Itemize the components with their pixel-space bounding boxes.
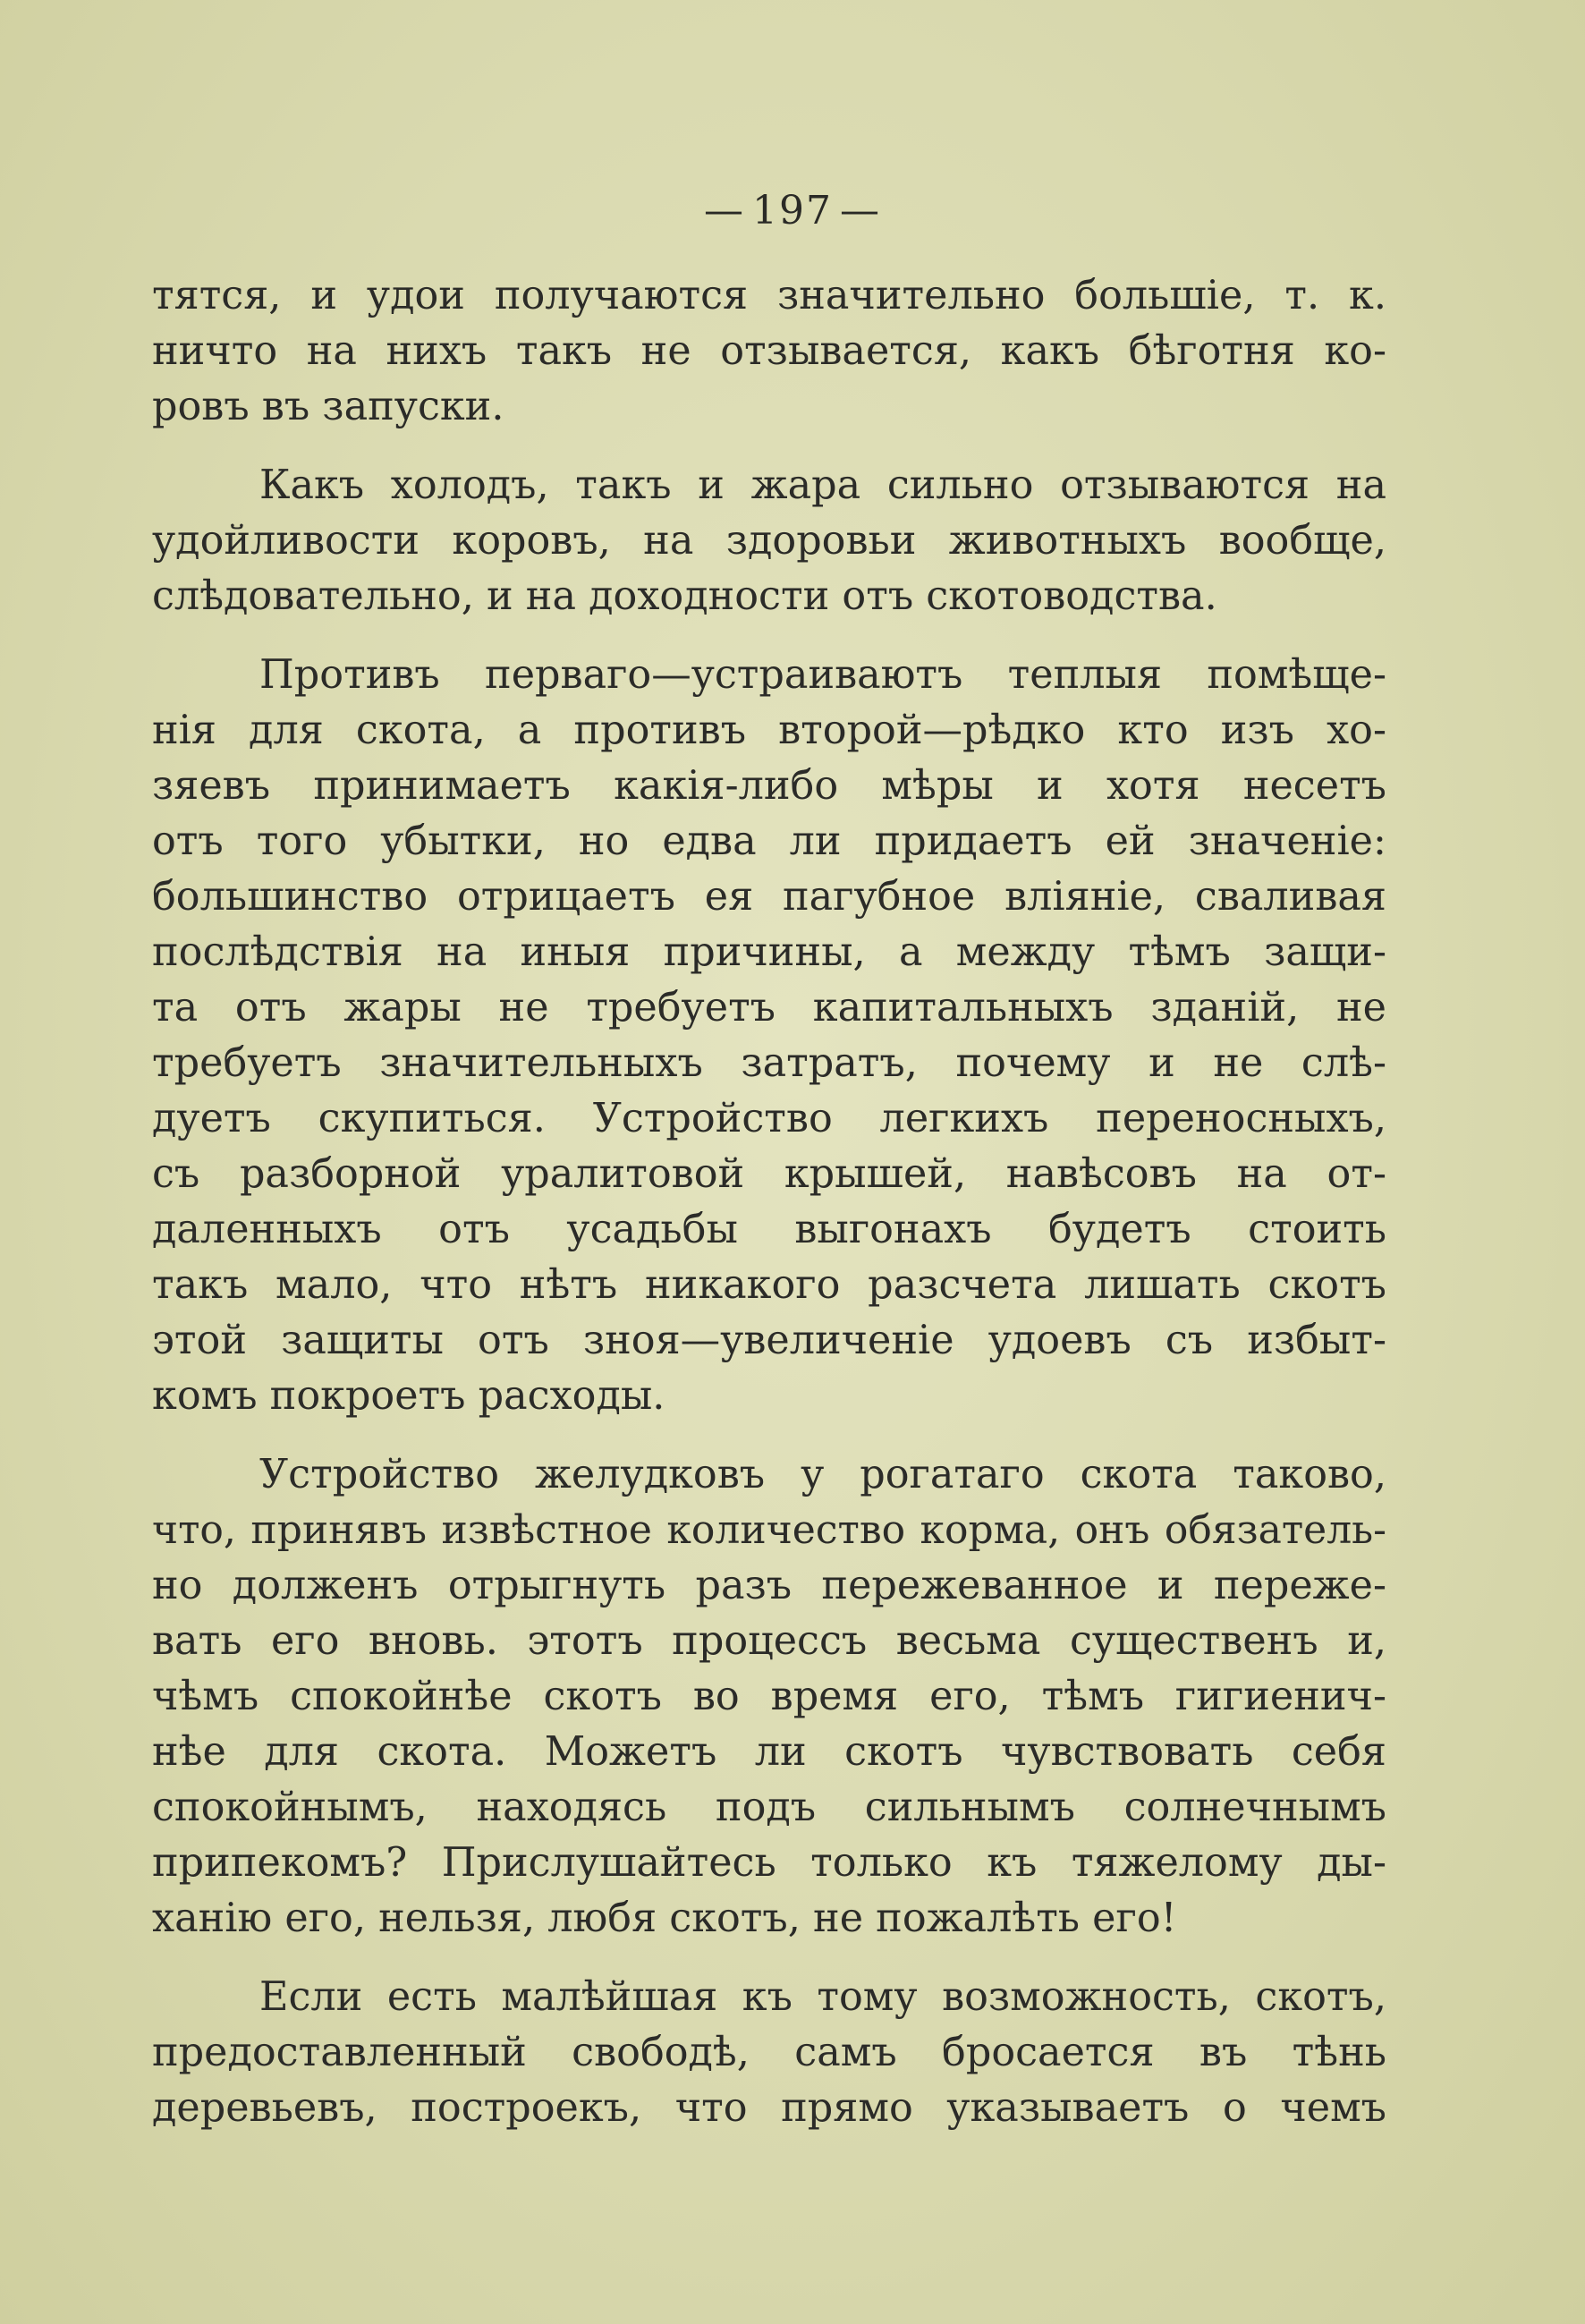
text-line: вать его вновь. этотъ процессъ весьма существенъ и, [152, 1618, 1386, 1664]
text-line: зяевъ принимаетъ какія-либо мѣры и хотя несетъ [152, 763, 1386, 809]
paragraph-5 [152, 1970, 1386, 2136]
text-line: спокойнымъ, находясь подъ сильнымъ солнечнымъ [152, 1785, 1386, 1830]
body-text [152, 268, 1386, 2159]
page-number-value: 197 [752, 188, 833, 233]
text-line: предоставленный свободѣ, самъ бросается въ тѣнь [152, 2030, 1386, 2075]
paragraph-1 [152, 268, 1386, 435]
text-line: Если есть малѣйшая къ тому возможность, скотъ, [259, 1974, 1386, 2020]
text-line: нѣе для скота. Можетъ ли скотъ чувствовать себя [152, 1729, 1386, 1775]
text-line: ханію его, нельзя, любя скотъ, не пожалѣть его! [152, 1896, 1177, 1941]
text-line: съ разборной уралитовой крышей, навѣсовъ на от- [152, 1151, 1386, 1197]
text-line: большинство отрицаетъ ея пагубное вліяніе, сваливая [152, 874, 1386, 920]
text-line: Устройство желудковъ у рогатаго скота таково, [259, 1452, 1386, 1497]
text-line: этой защиты отъ зноя—увеличеніе удоевъ съ избыт- [152, 1318, 1386, 1363]
text-line: удойливости коровъ, на здоровьи животныхъ вообще, [152, 518, 1386, 564]
text-line: послѣдствія на иныя причины, а между тѣмъ защи- [152, 929, 1386, 975]
text-line: Какъ холодъ, такъ и жара сильно отзываются на [259, 462, 1386, 508]
paragraph-3 [152, 648, 1386, 1424]
page-number: — 197 — [704, 188, 881, 233]
paragraph-4 [152, 1447, 1386, 1947]
text-line: комъ покроетъ расходы. [152, 1373, 665, 1419]
text-line: та отъ жары не требуетъ капитальныхъ зданій, не [152, 985, 1386, 1031]
text-line: но долженъ отрыгнуть разъ пережеванное и переже- [152, 1563, 1386, 1608]
text-line: нія для скота, а противъ второй—рѣдко кто изъ хо- [152, 708, 1386, 753]
text-line: такъ мало, что нѣтъ никакого разсчета лишать скотъ [152, 1262, 1386, 1308]
text-line: требуетъ значительныхъ затратъ, почему и не слѣ- [152, 1040, 1386, 1086]
text-line: дуетъ скупиться. Устройство легкихъ переносныхъ, [152, 1096, 1386, 1141]
text-line: ничто на нихъ такъ не отзывается, какъ бѣготня ко- [152, 328, 1386, 374]
text-line: ровъ въ запуски. [152, 384, 504, 429]
text-line: припекомъ? Прислушайтесь только къ тяжелому ды- [152, 1840, 1386, 1886]
text-line: отъ того убытки, но едва ли придаетъ ей значеніе: [152, 818, 1386, 864]
text-line: тятся, и удои получаются значительно большіе, т. к. [152, 273, 1386, 318]
text-line: чѣмъ спокойнѣе скотъ во время его, тѣмъ гигиенич- [152, 1674, 1386, 1719]
text-line: Противъ перваго—устраиваютъ теплыя помѣще- [259, 652, 1386, 698]
text-line: даленныхъ отъ усадьбы выгонахъ будетъ стоить [152, 1207, 1386, 1252]
text-line: деревьевъ, построекъ, что прямо указываетъ о чемъ [152, 2085, 1386, 2131]
text-line: слѣдовательно, и на доходности отъ скотоводства. [152, 573, 1217, 619]
text-line: что, принявъ извѣстное количество корма, онъ обязатель- [152, 1507, 1386, 1553]
paragraph-2 [152, 458, 1386, 624]
